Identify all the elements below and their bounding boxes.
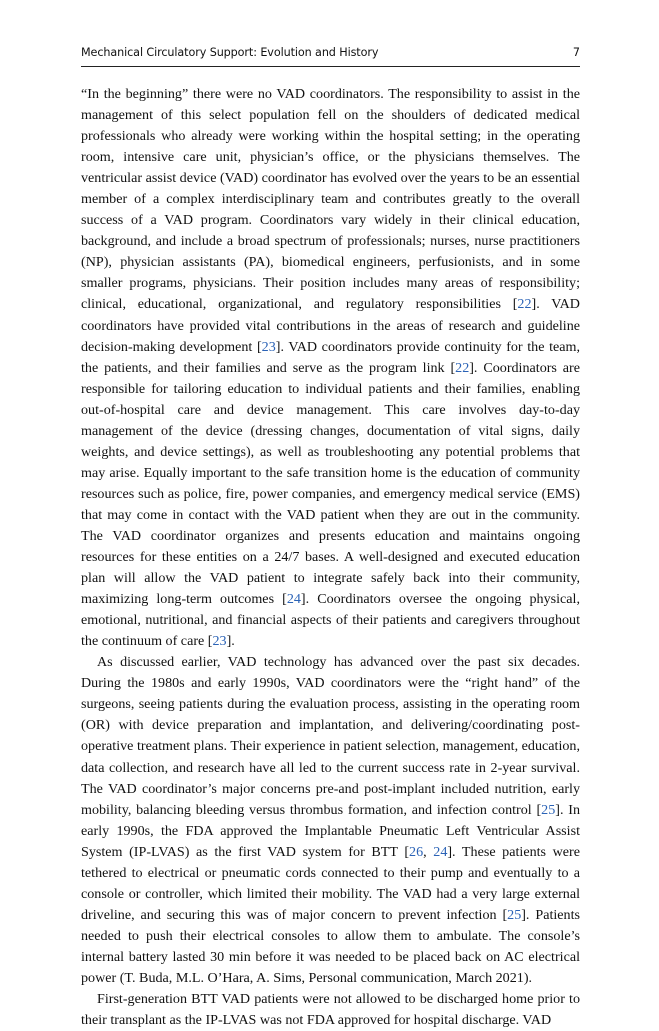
citation-link[interactable]: 22 [455, 359, 470, 376]
text-run: “In the beginning” there were no VAD coordinators. The responsibility to assist in the management of this select population fell on the shoulders of dedicated medical professionals who already were working within the hospital setting; in the operating room, intensive care unit, physician’s office, or the physicians themselves. The ventricular assist device (VAD) coordinator has evolved over the years to be an essential member of a complex interdisciplinary team and contributes greatly to the overall success of a VAD program. Coordinators vary widely in their clinical education, background, and include a broad spectrum of professionals; nurses, nurse practitioners (NP), physician assistants (PA), biomedical engineers, perfusionists, and in some smaller programs, physicians. Their position includes many areas of responsibility; clinical, educational, organizational, and regulatory responsibilities [ [81, 86, 580, 313]
citation-link[interactable]: 23 [261, 338, 276, 355]
text-run: ]. In early 1990s, the FDA approved the Implantable Pneumatic Left Ventricular Assist System (IP-LVAS) as the first VAD system for BTT [ [81, 801, 581, 860]
body-text [81, 84, 580, 1031]
citation-link[interactable]: 24 [286, 591, 301, 608]
citation-link[interactable]: 24 [433, 843, 448, 860]
text-run: As discussed earlier, VAD technology has advanced over the past six decades. During the 1980s and early 1990s, VAD coordinators were the “right hand” of the surgeons, seeing patients during the evaluation process, assisting in the operating room (OR) with device preparation and implantation, and delivering/coordinating post-operative treatment plans. Their experience in patient selection, management, education, data collection, and research have all led to the current success rate in 2-year survival. The VAD coordinator’s major concerns pre-and post-implant included nutrition, early mobility, balancing bleeding versus thrombus formation, and infection control [ [81, 654, 580, 818]
chapter-title: Mechanical Circulatory Support: Evolution and History [81, 46, 379, 59]
citation-link[interactable]: 26 [409, 843, 424, 860]
paragraph-2 [81, 652, 580, 989]
text-run: First-generation BTT VAD patients were not allowed to be discharged home prior to their transplant as the IP-LVAS was not FDA approved for hospital discharge. VAD [81, 991, 580, 1029]
citation-link[interactable]: 25 [507, 906, 522, 923]
page-number: 7 [572, 46, 580, 59]
text-run: ]. Coordinators are responsible for tailoring education to individual patients and their families, enabling out-of-hospital care and device management. This care involves day-to-day management of the device (dressing changes, documentation of vital signs, daily weights, and device settings), as well as troubleshooting any potential problems that may arise. Equally important to the safe transition home is the education of community resources such as police, fire, power companies, and emergency medical service (EMS) that may come in contact with the VAD patient when they are out in the community. The VAD coordinator organizes and presents education and maintains ongoing resources for these entities on a 24/7 bases. A well-designed and executed education plan will allow the VAD patient to integrate safely back into their community, maximizing long-term outcomes [ [81, 359, 580, 608]
paragraph-1 [81, 84, 580, 652]
running-header [81, 46, 580, 67]
text-run: ]. VAD coordinators have provided vital contributions in the areas of research and guideline decision-making development [ [81, 296, 580, 355]
text-run: ]. [226, 633, 235, 650]
citation-link[interactable]: 25 [541, 801, 556, 818]
text-run: ]. Patients needed to push their electrical consoles to allow them to ambulate. The console’s internal battery lasted 30 min before it was needed to be placed back on AC electrical power (T. Buda, M.L. O’Hara, A. Sims, Personal communication, March 2021). [81, 906, 580, 986]
document-page [81, 46, 580, 1031]
text-run: ]. VAD coordinators provide continuity for the team, the patients, and their families and serve as the program link [ [81, 338, 580, 376]
text-run: ]. These patients were tethered to electrical or pneumatic cords connected to their pump and eventually to a console or controller, which limited their mobility. The VAD had a very large external driveline, and securing this was of major concern to prevent infection [ [81, 843, 581, 923]
paragraph-3 [81, 989, 580, 1031]
text-run: , [423, 843, 434, 860]
citation-link[interactable]: 23 [212, 633, 227, 650]
text-run: ]. Coordinators oversee the ongoing physical, emotional, nutritional, and financial aspects of their patients and caregivers throughout the continuum of care [ [81, 591, 580, 650]
citation-link[interactable]: 22 [517, 296, 532, 313]
